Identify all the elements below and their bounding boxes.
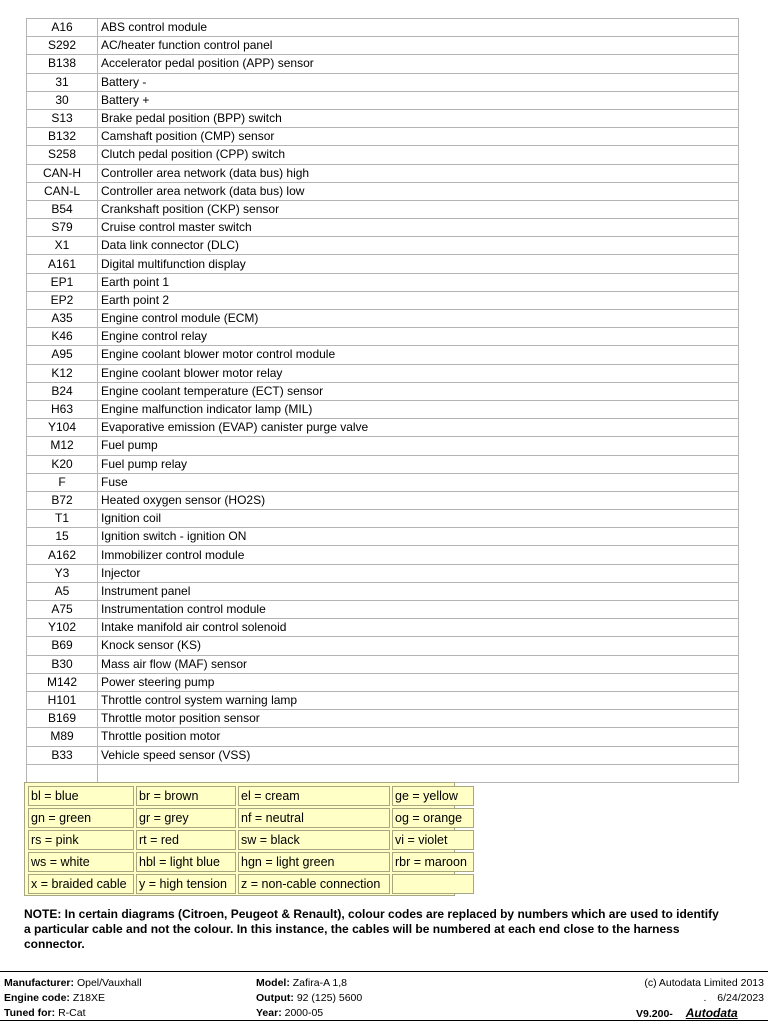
component-code: H101 [27,691,98,709]
component-code: K20 [27,455,98,473]
legend-cell: nf = neutral [238,808,390,828]
legend-cell: sw = black [238,830,390,850]
legend-cell: rt = red [136,830,236,850]
table-row [27,546,739,564]
engine-code-value: Z18XE [72,992,105,1004]
component-code: M142 [27,673,98,691]
table-row [27,128,739,146]
table-row [27,400,739,418]
table-row [27,328,739,346]
legend-cell: y = high tension [136,874,236,894]
table-row [27,291,739,309]
component-description: Power steering pump [98,673,739,691]
table-row [27,455,739,473]
year-row [256,1006,323,1020]
legend-cell: gr = grey [136,808,236,828]
legend-row [28,874,474,894]
table-row [27,109,739,127]
footer [0,971,768,1021]
component-description: Fuse [98,473,739,491]
table-row [27,364,739,382]
version-row [636,1006,738,1020]
output-row [256,991,362,1005]
component-code: A35 [27,310,98,328]
component-description: Engine malfunction indicator lamp (MIL) [98,400,739,418]
component-code: S258 [27,146,98,164]
component-description: Ignition switch - ignition ON [98,528,739,546]
table-row [27,219,739,237]
autodata-logo: Autodata [685,1006,738,1020]
component-code: S292 [27,37,98,55]
legend-cell: ge = yellow [392,786,474,806]
component-description: Fuel pump relay [98,455,739,473]
component-code: S79 [27,219,98,237]
component-code: A16 [27,19,98,37]
engine-code-row [4,991,105,1005]
component-code [27,764,98,782]
table-row [27,473,739,491]
table-row [27,419,739,437]
date-value: 6/24/2023 [717,992,764,1004]
component-code: M89 [27,728,98,746]
component-code: Y3 [27,564,98,582]
component-description: Throttle control system warning lamp [98,691,739,709]
component-description: Intake manifold air control solenoid [98,619,739,637]
table-row [27,582,739,600]
note-text: NOTE: In certain diagrams (Citroen, Peugeot & Renault), colour codes are replaced by numbers which are used to identify a particular cable and not the colour. In this instance, the cables will be numbered at each end close to the harness connector. [24,907,719,951]
table-row [27,182,739,200]
table-row [27,146,739,164]
component-description: ABS control module [98,19,739,37]
component-description: Accelerator pedal position (APP) sensor [98,55,739,73]
component-description: Throttle position motor [98,728,739,746]
component-code: Y102 [27,619,98,637]
output-label: Output: [256,992,294,1004]
component-code: H63 [27,400,98,418]
tuned-for-row [4,1006,85,1020]
component-code: T1 [27,510,98,528]
component-code: 15 [27,528,98,546]
manufacturer-label: Manufacturer: [4,977,75,989]
manufacturer-value: Opel/Vauxhall [76,977,142,989]
component-code: CAN-L [27,182,98,200]
table-row [27,237,739,255]
legend-cell [392,874,474,894]
date-dot: . [703,992,707,1004]
component-code: CAN-H [27,164,98,182]
component-description: Knock sensor (KS) [98,637,739,655]
component-code: A95 [27,346,98,364]
component-description: Digital multifunction display [98,255,739,273]
table-row [27,273,739,291]
component-code: 30 [27,91,98,109]
component-description: Crankshaft position (CKP) sensor [98,200,739,218]
version: V9.200- [636,1008,673,1020]
legend-cell: br = brown [136,786,236,806]
legend-cell: el = cream [238,786,390,806]
component-code: B72 [27,491,98,509]
table-row [27,437,739,455]
legend-cell: og = orange [392,808,474,828]
component-description: Battery - [98,73,739,91]
component-code: B24 [27,382,98,400]
component-code: B33 [27,746,98,764]
component-table [26,18,739,783]
table-row [27,19,739,37]
table-row [27,310,739,328]
year-label: Year: [256,1007,282,1019]
table-row [27,200,739,218]
component-description: AC/heater function control panel [98,37,739,55]
component-description: Mass air flow (MAF) sensor [98,655,739,673]
tuned-for-label: Tuned for: [4,1007,56,1019]
model-row [256,976,347,990]
component-description: Earth point 2 [98,291,739,309]
component-description: Engine coolant blower motor relay [98,364,739,382]
table-row [27,346,739,364]
table-row [27,728,739,746]
legend-cell: gn = green [28,808,134,828]
component-code: B30 [27,655,98,673]
component-code: M12 [27,437,98,455]
output-value: 92 (125) 5600 [296,992,363,1004]
legend-cell: ws = white [28,852,134,872]
component-description: Engine control relay [98,328,739,346]
component-description: Ignition coil [98,510,739,528]
component-description: Engine coolant blower motor control module [98,346,739,364]
component-code: K46 [27,328,98,346]
table-row [27,37,739,55]
component-description: Brake pedal position (BPP) switch [98,109,739,127]
legend-cell: z = non-cable connection [238,874,390,894]
table-row [27,691,739,709]
legend-row [28,830,474,850]
model-label: Model: [256,977,290,989]
component-description: Earth point 1 [98,273,739,291]
component-description: Instrumentation control module [98,601,739,619]
legend-row [28,852,474,872]
component-code: K12 [27,364,98,382]
legend-row [28,786,474,806]
component-code: A5 [27,582,98,600]
legend-cell: x = braided cable [28,874,134,894]
table-row [27,637,739,655]
legend-row [28,808,474,828]
legend-cell: bl = blue [28,786,134,806]
table-row [27,164,739,182]
component-code: A75 [27,601,98,619]
manufacturer-row [4,976,142,990]
table-row [27,655,739,673]
table-row [27,491,739,509]
component-code: A161 [27,255,98,273]
component-description: Engine control module (ECM) [98,310,739,328]
component-code: B138 [27,55,98,73]
table-row [27,528,739,546]
component-code: F [27,473,98,491]
copyright: (c) Autodata Limited 2013 [644,977,764,989]
component-description: Engine coolant temperature (ECT) sensor [98,382,739,400]
component-description: Fuel pump [98,437,739,455]
component-code: EP2 [27,291,98,309]
component-description: Heated oxygen sensor (HO2S) [98,491,739,509]
component-code: A162 [27,546,98,564]
table-row [27,91,739,109]
legend-cell: hbl = light blue [136,852,236,872]
component-description [98,764,739,782]
legend-cell: rbr = maroon [392,852,474,872]
date-row [703,991,764,1005]
table-row [27,710,739,728]
component-code: Y104 [27,419,98,437]
legend-cell: vi = violet [392,830,474,850]
component-description: Battery + [98,91,739,109]
component-code: B69 [27,637,98,655]
component-code: B54 [27,200,98,218]
component-code: 31 [27,73,98,91]
table-row [27,73,739,91]
colour-code-legend [24,782,467,896]
component-description: Immobilizer control module [98,546,739,564]
engine-code-label: Engine code: [4,992,70,1004]
component-description: Clutch pedal position (CPP) switch [98,146,739,164]
table-row [27,564,739,582]
legend-cell: hgn = light green [238,852,390,872]
table-row [27,764,739,782]
table-row [27,673,739,691]
component-description: Controller area network (data bus) high [98,164,739,182]
table-row [27,55,739,73]
table-row [27,746,739,764]
table-row [27,382,739,400]
table-row [27,601,739,619]
component-description: Injector [98,564,739,582]
component-description: Instrument panel [98,582,739,600]
table-row [27,255,739,273]
year-value: 2000-05 [284,1007,324,1019]
component-description: Camshaft position (CMP) sensor [98,128,739,146]
tuned-for-value: R-Cat [58,1007,86,1019]
legend-cell: rs = pink [28,830,134,850]
component-description: Throttle motor position sensor [98,710,739,728]
component-code: B132 [27,128,98,146]
component-description: Vehicle speed sensor (VSS) [98,746,739,764]
component-code: EP1 [27,273,98,291]
table-row [27,619,739,637]
table-row [27,510,739,528]
component-description: Evaporative emission (EVAP) canister purge valve [98,419,739,437]
component-code: X1 [27,237,98,255]
component-code: B169 [27,710,98,728]
model-value: Zafira-A 1,8 [292,977,348,989]
component-code: S13 [27,109,98,127]
component-description: Data link connector (DLC) [98,237,739,255]
component-description: Cruise control master switch [98,219,739,237]
component-description: Controller area network (data bus) low [98,182,739,200]
